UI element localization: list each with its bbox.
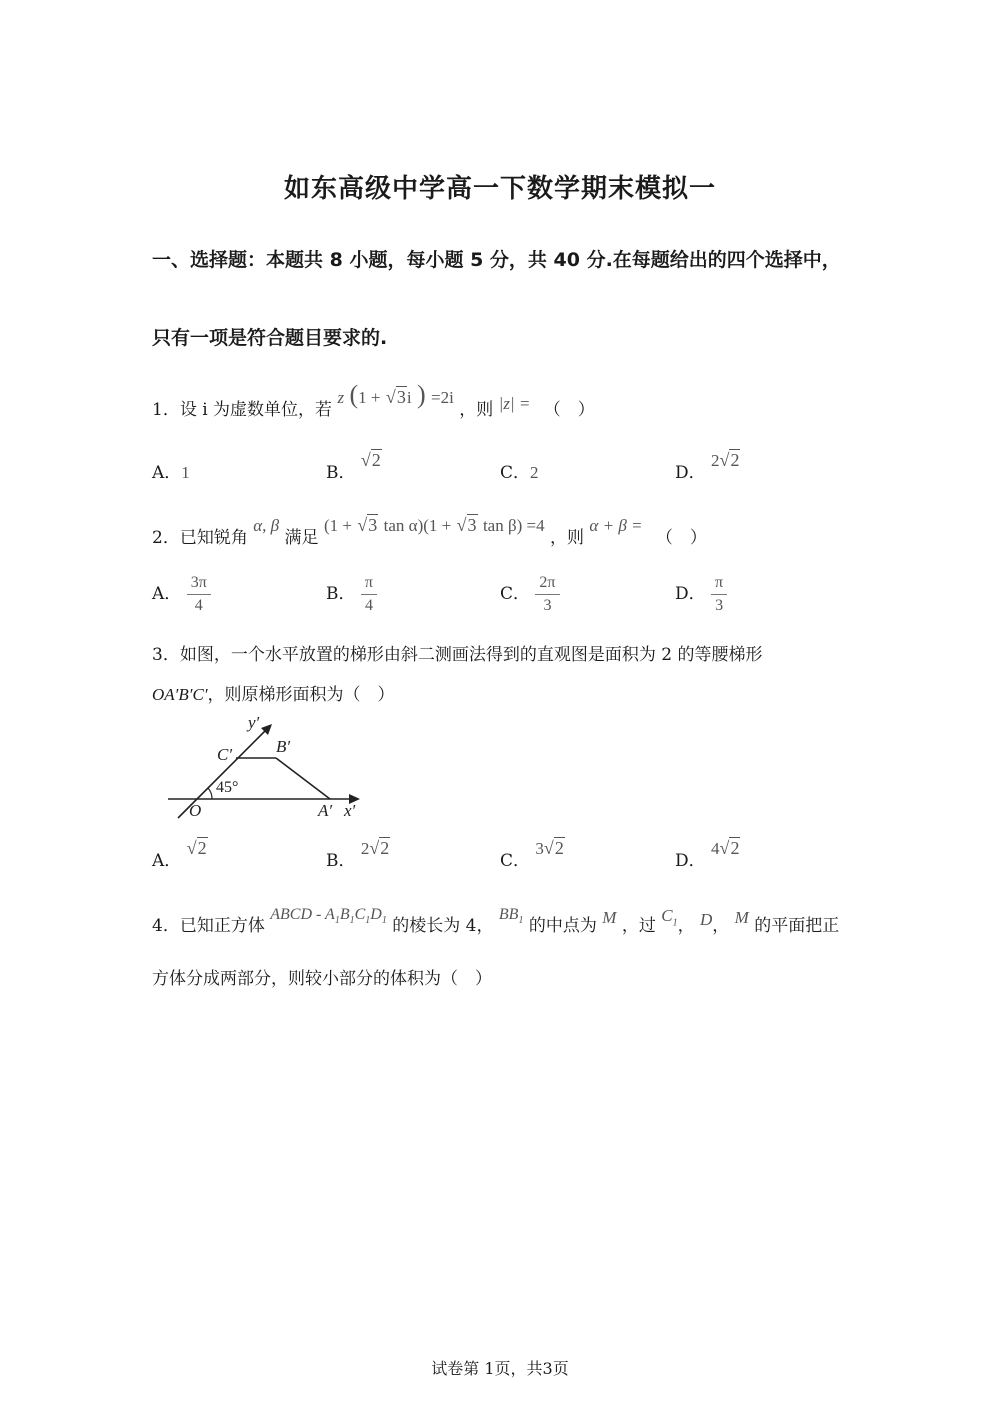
q1-middle: ，则 [459, 400, 494, 420]
question-4-line2: 方体分成两部分，则较小部分的体积为（ ） [152, 969, 492, 989]
option-coef: 4 [711, 839, 720, 858]
question-3-line1: 3．如图，一个水平放置的梯形由斜二测画法得到的直观图是面积为 2 的等腰梯形 [152, 645, 763, 665]
option-radicand: 2 [730, 450, 740, 470]
q4-comma-2: ， [712, 916, 730, 936]
q2-sqrt-1: √3 [357, 515, 378, 535]
option-label: D． [675, 463, 706, 483]
fraction-numerator: 3π [187, 572, 211, 595]
fraction-numerator: π [711, 572, 727, 595]
q1-eq-z: z [337, 388, 345, 407]
q2-option-d[interactable] [675, 572, 727, 617]
q2-angles: α, β [253, 516, 280, 535]
question-4-line1 [152, 906, 840, 938]
q1-eq-rparen: ) [416, 380, 426, 409]
option-coef: 2 [360, 839, 370, 858]
q2-answer-paren: （ ） [655, 528, 707, 548]
q1-answer-paren: （ ） [543, 400, 595, 420]
q4-point-m: M [602, 908, 617, 927]
q4-c1: C [661, 906, 673, 925]
option-radicand: 2 [197, 838, 207, 858]
q4-cube-d: D [370, 906, 382, 923]
option-fraction [711, 572, 727, 617]
trapezoid-right-side [276, 758, 330, 799]
option-label: B． [326, 584, 356, 604]
q4-text-3: ，过 [621, 916, 656, 936]
q4-cube-a: ABCD - A [270, 906, 335, 923]
q4-text-1: 的棱长为 4， [392, 916, 494, 936]
q4-bb: BB [498, 906, 519, 923]
option-sqrt: √2 [360, 450, 381, 470]
q1-option-a[interactable] [152, 458, 190, 483]
q4-prefix: 4．已知正方体 [152, 916, 265, 936]
q2-sqrt-2: √3 [456, 515, 477, 535]
angle-arc [208, 788, 212, 799]
x-axis-label: x′ [344, 801, 356, 820]
q2-eq-b: tan α)(1 + [383, 516, 452, 535]
subscript: 1 [334, 915, 340, 927]
option-label: C． [500, 851, 531, 871]
page-title: 如东高级中学高一下数学期末模拟一 [283, 174, 716, 204]
option-radicand: 2 [380, 838, 390, 858]
subscript: 1 [365, 915, 371, 927]
q2-option-a[interactable] [152, 572, 211, 617]
option-label: D． [675, 851, 706, 871]
q4-cube-name [270, 906, 387, 927]
q1-sqrt-radicand: 3 [396, 387, 406, 407]
origin-label: O [189, 801, 202, 820]
point-b-label: B′ [276, 737, 291, 756]
option-label: D． [675, 584, 706, 604]
q4-text-4: 的平面把正 [754, 916, 840, 936]
question-2 [152, 515, 707, 548]
option-sqrt: √2 [719, 450, 740, 470]
q4-point-d: D [699, 910, 713, 929]
q3-option-a[interactable] [152, 838, 208, 871]
q4-edge-bb1 [498, 906, 524, 927]
angle-label: 45° [216, 779, 239, 796]
q4-cube-b: B [339, 906, 350, 923]
q2-option-b[interactable] [326, 572, 377, 617]
q1-eq-inner-b: i [406, 388, 412, 407]
q1-eq-lparen: ( [349, 380, 359, 409]
q2-mid: 满足 [284, 528, 319, 548]
q1-sqrt: √3 [385, 387, 406, 407]
option-math [535, 839, 564, 859]
q3-trapezoid-name: OA′B′C′ [152, 685, 208, 704]
fraction-numerator: π [361, 572, 377, 595]
q3-option-c[interactable] [500, 838, 565, 871]
q4-comma-1: ， [677, 916, 695, 936]
fraction-numerator: 2π [535, 572, 559, 595]
q1-eq-inner-a: 1 + [358, 388, 381, 407]
q4-cube-c: C [354, 906, 366, 923]
q2-radicand-2: 3 [467, 515, 477, 535]
option-fraction [187, 572, 211, 617]
page-footer: 试卷第 1页，共3页 [431, 1359, 569, 1378]
option-fraction [361, 572, 377, 617]
q4-point-c1 [661, 906, 678, 929]
option-label: A． [152, 463, 182, 483]
fraction-denominator: 4 [364, 597, 373, 614]
option-value: 2 [530, 463, 539, 482]
q2-option-c[interactable] [500, 572, 560, 617]
q3-option-d[interactable] [675, 838, 740, 871]
subscript: 1 [349, 915, 355, 927]
option-label: A． [152, 584, 182, 604]
q1-eq-rhs: =2i [431, 388, 454, 407]
q4-point-m-2: M [734, 908, 749, 927]
trapezoid-figure [160, 710, 380, 825]
q1-option-d[interactable] [675, 450, 740, 483]
q2-target: α + β = [589, 516, 643, 535]
q3-option-b[interactable] [326, 838, 390, 871]
option-value: 1 [181, 463, 190, 482]
point-c-label: C′ [217, 745, 233, 764]
subscript: 1 [672, 917, 678, 929]
q2-equation [324, 516, 550, 536]
option-label: A． [152, 851, 182, 871]
fraction-denominator: 4 [194, 597, 203, 614]
q2-then: ，则 [550, 528, 585, 548]
option-coef: 2 [711, 451, 720, 470]
option-math [361, 839, 390, 859]
fraction-denominator: 3 [715, 597, 724, 614]
option-coef: 3 [535, 839, 544, 858]
question-1 [152, 380, 595, 422]
option-label: B． [326, 463, 356, 483]
q3-line2-text: ，则原梯形面积为（ ） [207, 685, 395, 705]
q1-prefix: 1．设 i 为虚数单位，若 [152, 400, 333, 420]
subscript: 1 [518, 915, 524, 927]
option-radicand: 2 [554, 838, 564, 858]
q2-prefix: 2．已知锐角 [152, 528, 248, 548]
option-math [711, 839, 740, 859]
point-a-label: A′ [318, 801, 333, 820]
option-radicand: 2 [371, 450, 381, 470]
option-label: B． [326, 851, 356, 871]
q1-option-c[interactable] [500, 458, 539, 483]
question-3-line2 [152, 680, 395, 705]
option-math [711, 451, 740, 471]
fraction-denominator: 3 [543, 597, 552, 614]
q2-eq-a: (1 + [323, 516, 352, 535]
option-radicand: 2 [730, 838, 740, 858]
q2-eq-c: tan β) =4 [482, 516, 545, 535]
q1-option-b[interactable] [326, 450, 382, 483]
option-fraction [535, 572, 559, 617]
option-sqrt: √2 [719, 838, 740, 858]
option-sqrt: √2 [186, 838, 207, 858]
q1-equation [337, 380, 459, 409]
q4-text-2: 的中点为 [528, 916, 597, 936]
option-label: C． [500, 463, 531, 483]
section-heading-line2: 只有一项是符合题目要求的. [152, 327, 388, 349]
section-heading-line1: 一、选择题：本题共 8 小题，每小题 5 分，共 40 分.在每题给出的四个选择中， [152, 249, 841, 271]
option-label: C． [500, 584, 531, 604]
q2-radicand-1: 3 [368, 515, 378, 535]
subscript: 1 [381, 915, 387, 927]
y-axis-label: y′ [248, 713, 260, 732]
option-sqrt: √2 [369, 838, 390, 858]
option-sqrt: √2 [543, 838, 564, 858]
q1-abs-z: |z| = [498, 394, 531, 413]
